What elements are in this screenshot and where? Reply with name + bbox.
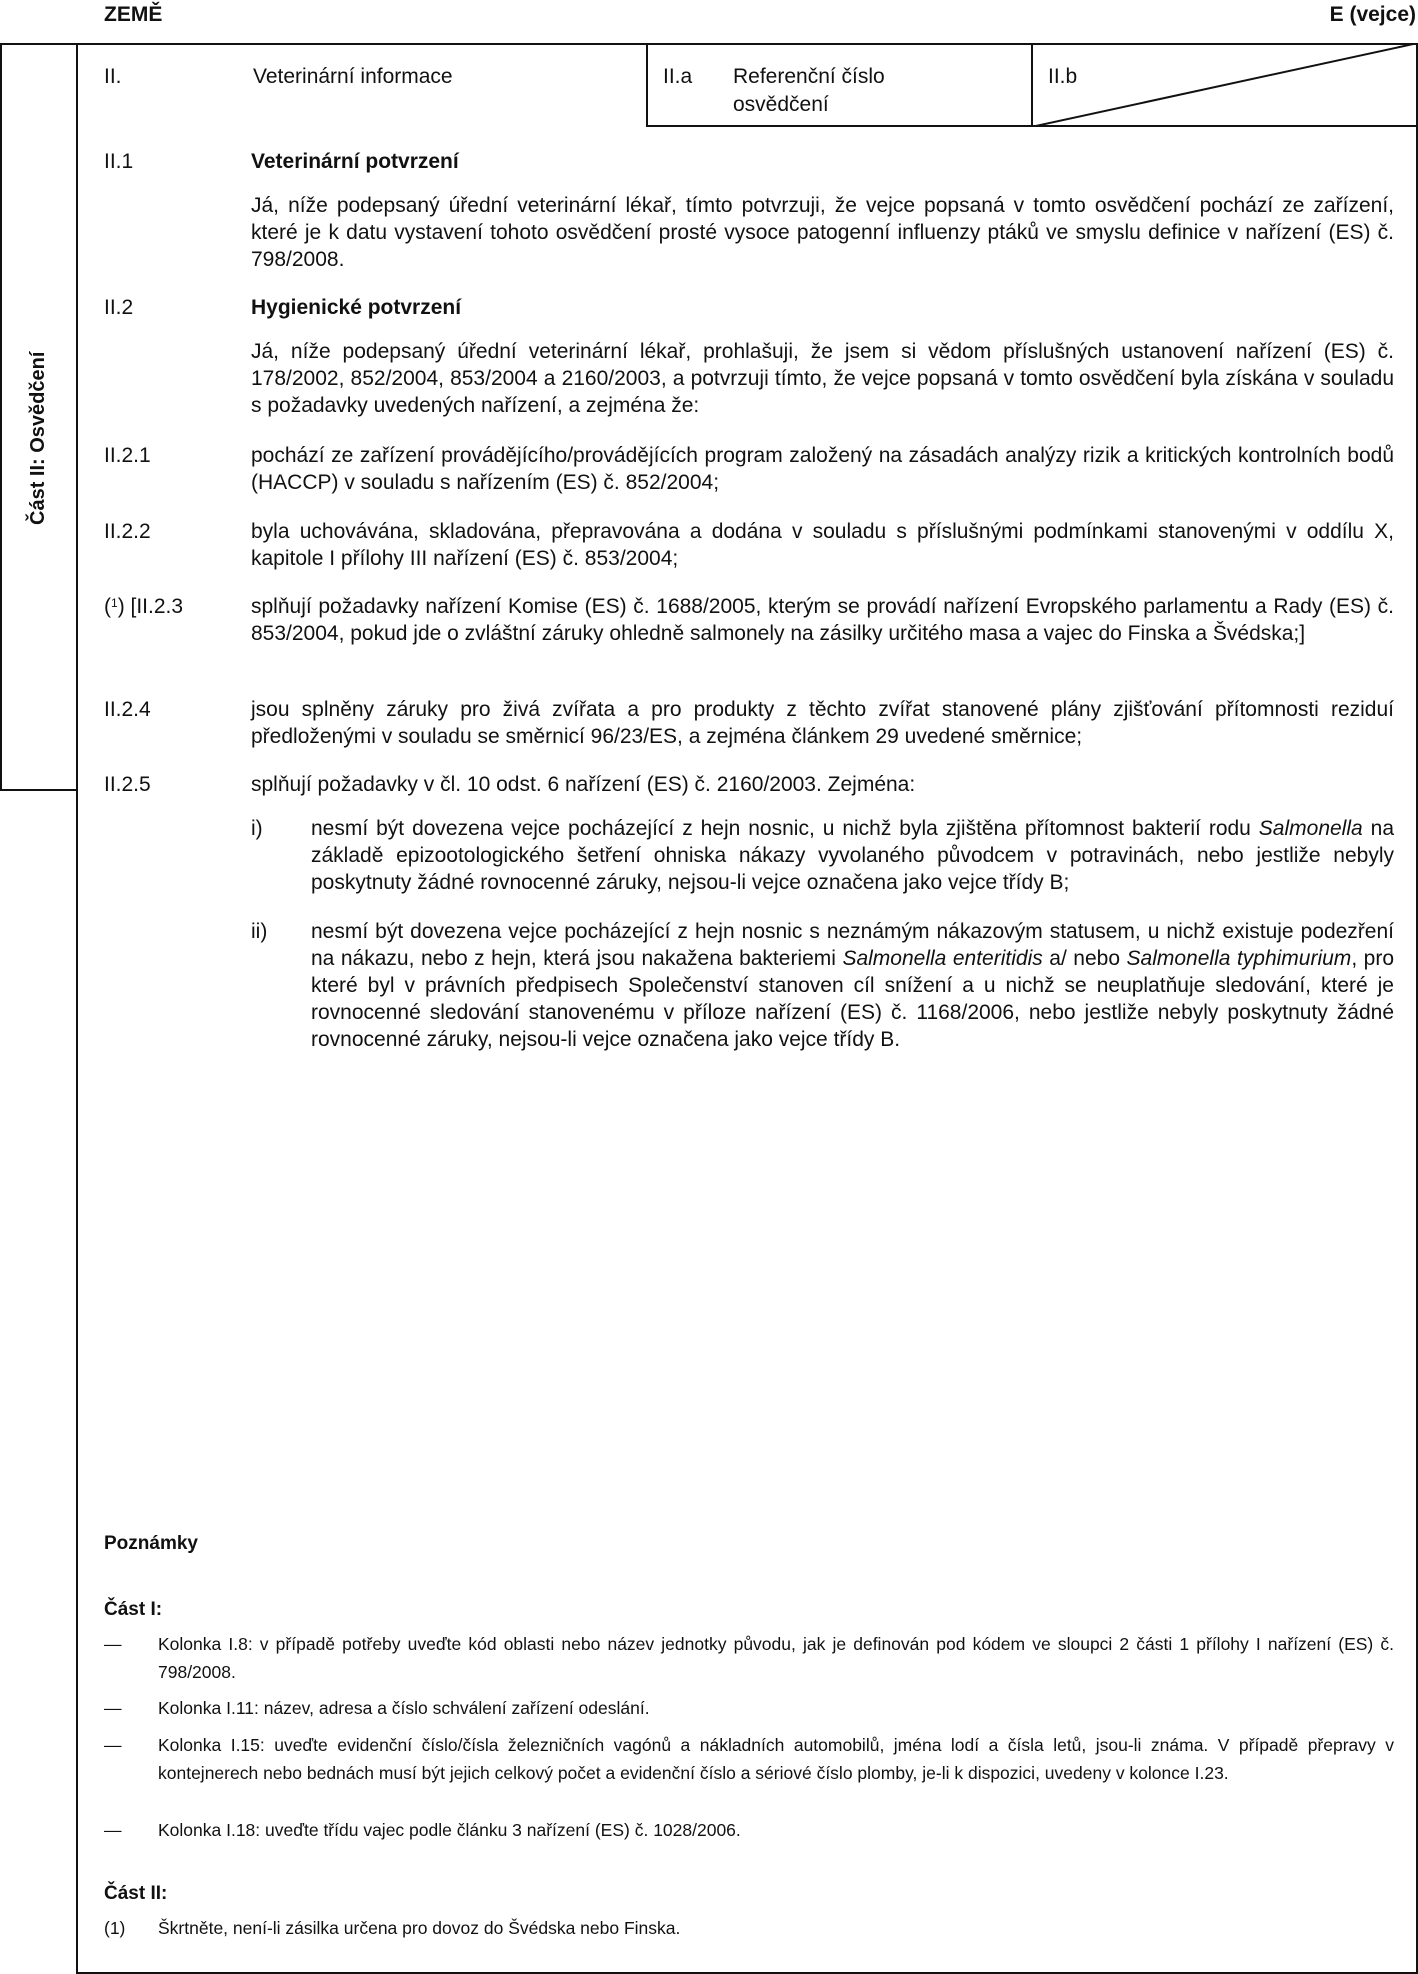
section-ii2-text: Já, níže podepsaný úřední veterinární lékař, prohlašuji, že jsem si vědom příslušných ustanovení nařízení (ES) č. 178/2002, 852/2004, 853/2004 a 2160/2003, a potvrzuji tímto, že vejce popsaná v tomto osvědčení byla získána v souladu s požadavky uvedených nařízení, a zejména že:: [251, 340, 1394, 417]
col-reference-label-line2: osvědčení: [733, 93, 829, 116]
section-ii22-text: byla uchovávána, skladována, přepravována a dodána v souladu s příslušnými podmínkami stanovenými v oddílu X, kapitole I přílohy III nařízení (ES) č. 853/2004;: [251, 520, 1394, 570]
note-dash: —: [104, 1634, 122, 1654]
note-item-1: Kolonka I.8: v případě potřeby uveďte kód oblasti nebo název jednotky původu, jak je definován pod kódem ve sloupci 2 části 1 přílohy I nařízení (ES) č. 798/2008.: [158, 1634, 1394, 1682]
notes-part2-title: Část II:: [104, 1883, 168, 1904]
notes-title: Poznámky: [104, 1533, 198, 1554]
col-iib-number: II.b: [1048, 65, 1078, 88]
side-section-label: Část II: Osvědčení: [27, 351, 49, 525]
footnote-number: (1): [104, 1918, 126, 1938]
col-veterinary-info-label: Veterinární informace: [253, 65, 453, 88]
commodity-label: E (vejce): [1329, 3, 1416, 26]
ref-box-left-line: [646, 43, 648, 127]
section-ii1-text: Já, níže podepsaný úřední veterinární lékař, tímto potvrzuji, že vejce popsaná v tomto osvědčení pochází ze zařízení, které je k datu vystavení tohoto osvědčení prosté vysoce patogenní influenzy ptáků ve smyslu definice v nařízení (ES) č. 798/2008.: [251, 194, 1394, 271]
section-ii2-title: Hygienické potvrzení: [251, 296, 462, 319]
item-i-text: nesmí být dovezena vejce pocházející z hejn nosnic, u nichž byla zjištěna přítomnost bakterií rodu Salmonella na základě epizootologického šetření ohniska nákazy vyvolaného původcem v potravinách, nebo jestliže nebyly poskytnuty žádné rovnocenné záruky, nejsou-li vejce označena jako vejce třídy B;: [311, 817, 1394, 894]
item-ii-label: ii): [251, 920, 268, 943]
footnote-text: Škrtněte, není-li zásilka určena pro dovoz do Švédska nebo Finska.: [158, 1918, 681, 1938]
col-ii-number: II.: [104, 65, 122, 88]
section-ii24-text: jsou splněny záruky pro živá zvířata a pro produkty z těchto zvířat stanovené plány zjišťování přítomnosti reziduí předloženými v souladu se směrnicí 96/23/ES, a zejména článkem 29 uvedené směrnice;: [251, 698, 1394, 748]
frame-left-line: [0, 43, 2, 791]
side-tab-bottom-line: [0, 789, 78, 791]
section-ii1-number: II.1: [104, 150, 134, 173]
note-item-4: Kolonka I.18: uveďte třídu vajec podle článku 3 nařízení (ES) č. 1028/2006.: [158, 1820, 741, 1840]
section-ii2-number: II.2: [104, 296, 134, 319]
notes-part1-title: Část I:: [104, 1599, 163, 1620]
footnote-ref: 1: [111, 596, 118, 610]
section-ii22-number: II.2.2: [104, 520, 151, 543]
section-ii25-number: II.2.5: [104, 773, 151, 796]
section-ii21-text: pochází ze zařízení provádějícího/provádějících program založený na zásadách analýzy rizik a kritických kontrolních bodů (HACCP) v souladu s nařízením (ES) č. 852/2004;: [251, 444, 1394, 494]
section-ii21-number: II.2.1: [104, 444, 151, 467]
note-dash: —: [104, 1698, 122, 1718]
country-label: ZEMĚ: [104, 3, 163, 26]
col-reference-label-line1: Referenční číslo: [733, 65, 885, 88]
note-item-2: Kolonka I.11: název, adresa a číslo schválení zařízení odeslání.: [158, 1698, 650, 1718]
iib-diagonal-line: [1031, 43, 1418, 127]
note-dash: —: [104, 1735, 122, 1755]
section-ii25-text: splňují požadavky v čl. 10 odst. 6 nařízení (ES) č. 2160/2003. Zejména:: [251, 773, 916, 796]
section-ii24-number: II.2.4: [104, 698, 151, 721]
content-left-line: [76, 43, 78, 1974]
section-ii23-text: splňují požadavky nařízení Komise (ES) č. 1688/2005, kterým se provádí nařízení Evropského parlamentu a Rady (ES) č. 853/2004, pokud jde o zvláštní záruky ohledně salmonely na zásilky určitého masa a vajec do Finska a Švédska;]: [251, 595, 1394, 645]
col-iia-number: II.a: [663, 65, 693, 88]
item-i-label: i): [251, 817, 263, 840]
note-item-3: Kolonka I.15: uveďte evidenční číslo/čísla železničních vagónů a nákladních automobilů, jména lodí a čísla letů, jsou-li známa. V případě přepravy v kontejnerech nebo bednách musí být jejich celkový počet a evidenční číslo a sériové číslo plomby, je-li k dispozici, uvedeny v kolonce I.23.: [158, 1735, 1394, 1783]
section-ii23-number: ($^1$) [II.2.3: [104, 595, 184, 618]
section-ii1-title: Veterinární potvrzení: [251, 150, 459, 173]
item-ii-text: nesmí být dovezena vejce pocházející z hejn nosnic s neznámým nákazovým statusem, u nichž existuje podezření na nákazu, nebo z hejn, která jsou nakažena bakteriemi Salmonella enteritidis a/ nebo Salmonella typhimurium, pro které byl v právních předpisech Společenství stanoven cíl snížení a u nichž se neuplatňuje sledování, které je rovnocenné sledování stanovenému v příloze nařízení (ES) č. 1168/2006, nebo jestliže nebyly poskytnuty žádné rovnocenné záruky, nejsou-li vejce označena jako vejce třídy B.: [311, 920, 1395, 1051]
note-dash: —: [104, 1820, 122, 1840]
